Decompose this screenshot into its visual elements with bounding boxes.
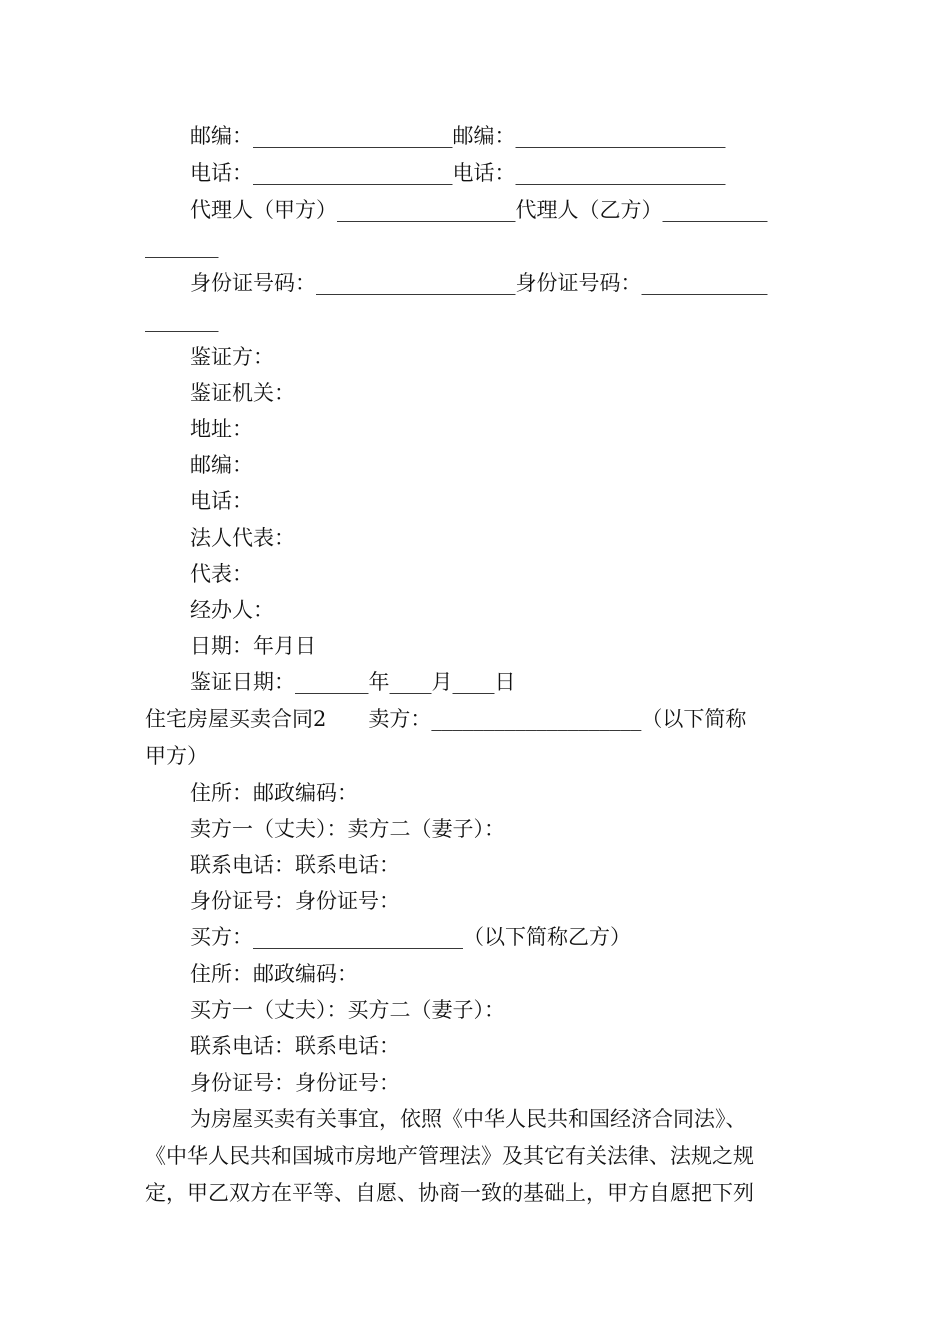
- id-number-line: 身份证号码：___________________身份证号码：____________: [190, 271, 768, 295]
- postcode-line: 邮编：___________________邮编：____________________: [190, 124, 726, 148]
- seller-id-line: 身份证号：身份证号：: [190, 889, 400, 913]
- buyer-id-line: 身份证号：身份证号：: [190, 1071, 400, 1095]
- preamble-line-3: 定，甲乙双方在平等、自愿、协商一致的基础上，甲方自愿把下列: [145, 1181, 754, 1205]
- address-label: 地址：: [190, 417, 253, 441]
- agent-line-continued: _______: [145, 234, 219, 258]
- legal-rep-label: 法人代表：: [190, 526, 295, 550]
- verifier-authority-label: 鉴证机关：: [190, 381, 295, 405]
- buyer-phone-line: 联系电话：联系电话：: [190, 1034, 400, 1058]
- preamble-line-1: 为房屋买卖有关事宜，依照《中华人民共和国经济合同法》、: [190, 1107, 747, 1131]
- phone-line: 电话：___________________电话：____________________: [190, 161, 726, 185]
- handler-label: 经办人：: [190, 598, 274, 622]
- representative-label: 代表：: [190, 562, 253, 586]
- date-label: 日期：年月日: [190, 634, 316, 658]
- preamble-line-2: 《中华人民共和国城市房地产管理法》及其它有关法律、法规之规: [145, 1144, 754, 1168]
- id-number-line-continued: _______: [145, 308, 219, 332]
- contract-title-seller-line: 住宅房屋买卖合同2 卖方：____________________（以下简称: [145, 707, 747, 731]
- agent-line: 代理人（甲方）_________________代理人（乙方）__________: [190, 198, 768, 222]
- seller-residence-line: 住所：邮政编码：: [190, 781, 358, 805]
- verification-date-line: 鉴证日期：_______年____月____日: [190, 670, 516, 694]
- buyer-residence-line: 住所：邮政编码：: [190, 962, 358, 986]
- seller-abbrev-continued: 甲方）: [145, 744, 208, 768]
- seller-spouses-line: 卖方一（丈夫）：卖方二（妻子）：: [190, 817, 505, 841]
- buyer-spouses-line: 买方一（丈夫）：买方二（妻子）：: [190, 998, 505, 1022]
- buyer-line: 买方：____________________（以下简称乙方）: [190, 925, 631, 949]
- postcode-label: 邮编：: [190, 453, 253, 477]
- seller-phone-line: 联系电话：联系电话：: [190, 853, 400, 877]
- phone-label: 电话：: [190, 489, 253, 513]
- verifier-label: 鉴证方：: [190, 345, 274, 369]
